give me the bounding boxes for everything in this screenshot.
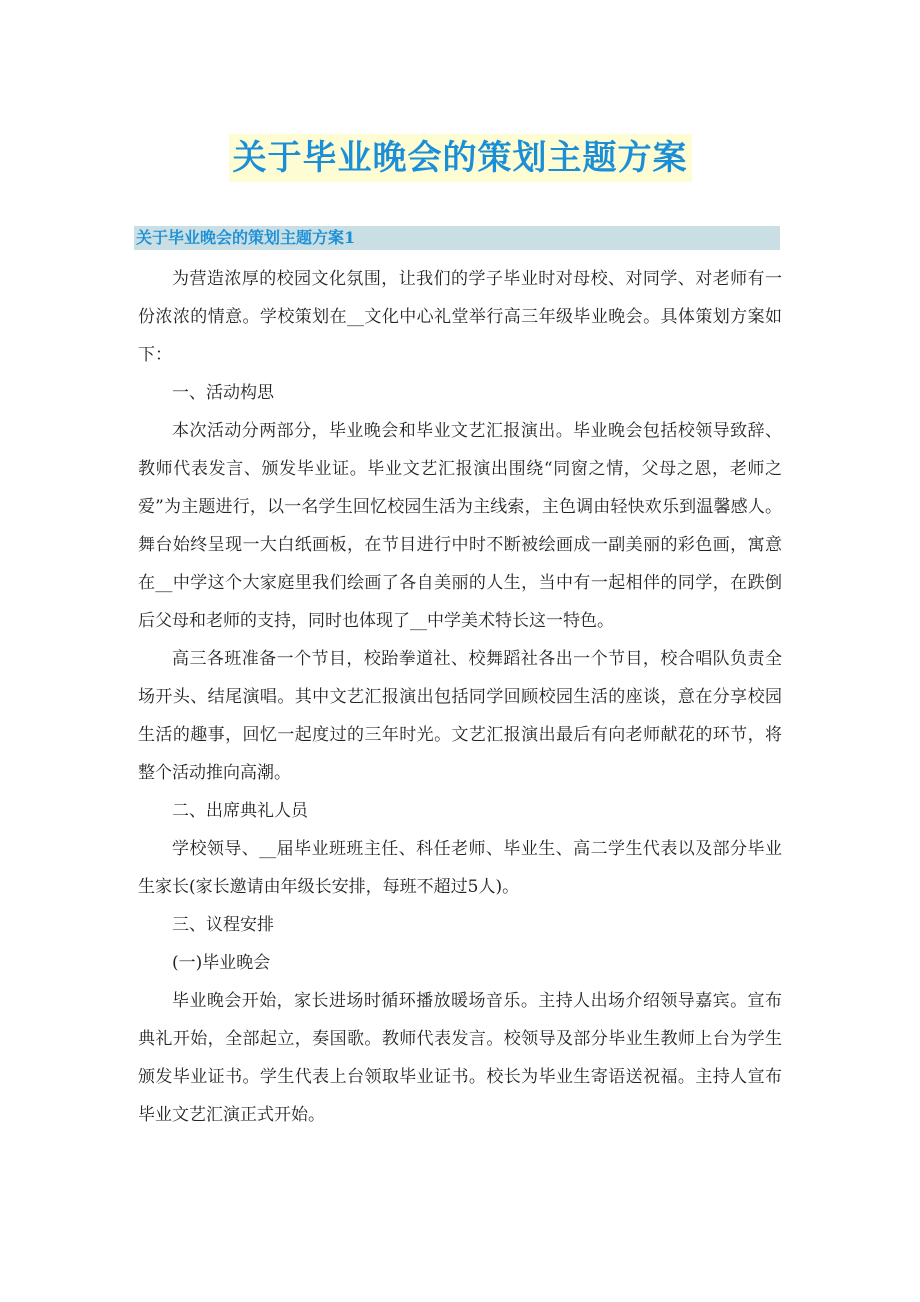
paragraph-graduation-party: 毕业晚会开始，家长进场时循环播放暖场音乐。主持人出场介绍领导嘉宾。宣布典礼开始，全部起立，奏国歌。教师代表发言。校领导及部分毕业生教师上台为学生颁发毕业证书。学生代表上台领取毕业证书。校长为毕业生寄语送祝福。主持人宣布毕业文艺汇演正式开始。	[138, 991, 782, 1125]
heading-activity-concept: 一、活动构思	[172, 383, 274, 403]
document-body	[138, 260, 782, 1134]
paragraph-programs: 高三各班准备一个节目，校跆拳道社、校舞蹈社各出一个节目，校合唱队负责全场开头、结尾演唱。其中文艺汇报演出包括同学回顾校园生活的座谈，意在分享校园生活的趣事，回忆一起度过的三年时光。文艺汇报演出最后有向老师献花的环节，将整个活动推向高潮。	[138, 649, 782, 783]
paragraph-intro: 为营造浓厚的校园文化氛围，让我们的学子毕业时对母校、对同学、对老师有一份浓浓的情意。学校策划在__文化中心礼堂举行高三年级毕业晚会。具体策划方案如下：	[138, 269, 782, 365]
title-wrapper	[0, 134, 920, 182]
paragraph-activity-concept: 本次活动分两部分，毕业晚会和毕业文艺汇报演出。毕业晚会包括校领导致辞、教师代表发言、颁发毕业证。毕业文艺汇报演出围绕“同窗之情，父母之恩，老师之爱”为主题进行，以一名学生回忆校园生活为主线索，主色调由轻快欢乐到温馨感人。舞台始终呈现一大白纸画板，在节目进行中时不断被绘画成一副美丽的彩色画，寓意在__中学这个大家庭里我们绘画了各自美丽的人生，当中有一起相伴的同学，在跌倒后父母和老师的支持，同时也体现了__中学美术特长这一特色。	[138, 421, 782, 631]
section-heading: 关于毕业晚会的策划主题方案1	[136, 228, 356, 247]
document-title: 关于毕业晚会的策划主题方案	[229, 134, 692, 182]
subheading-graduation-party: (一)毕业晚会	[172, 953, 271, 973]
heading-agenda: 三、议程安排	[172, 915, 274, 935]
heading-attendees: 二、出席典礼人员	[172, 801, 308, 821]
paragraph-attendees: 学校领导、__届毕业班班主任、科任老师、毕业生、高二学生代表以及部分毕业生家长(家长邀请由年级长安排，每班不超过5人)。	[138, 839, 782, 897]
